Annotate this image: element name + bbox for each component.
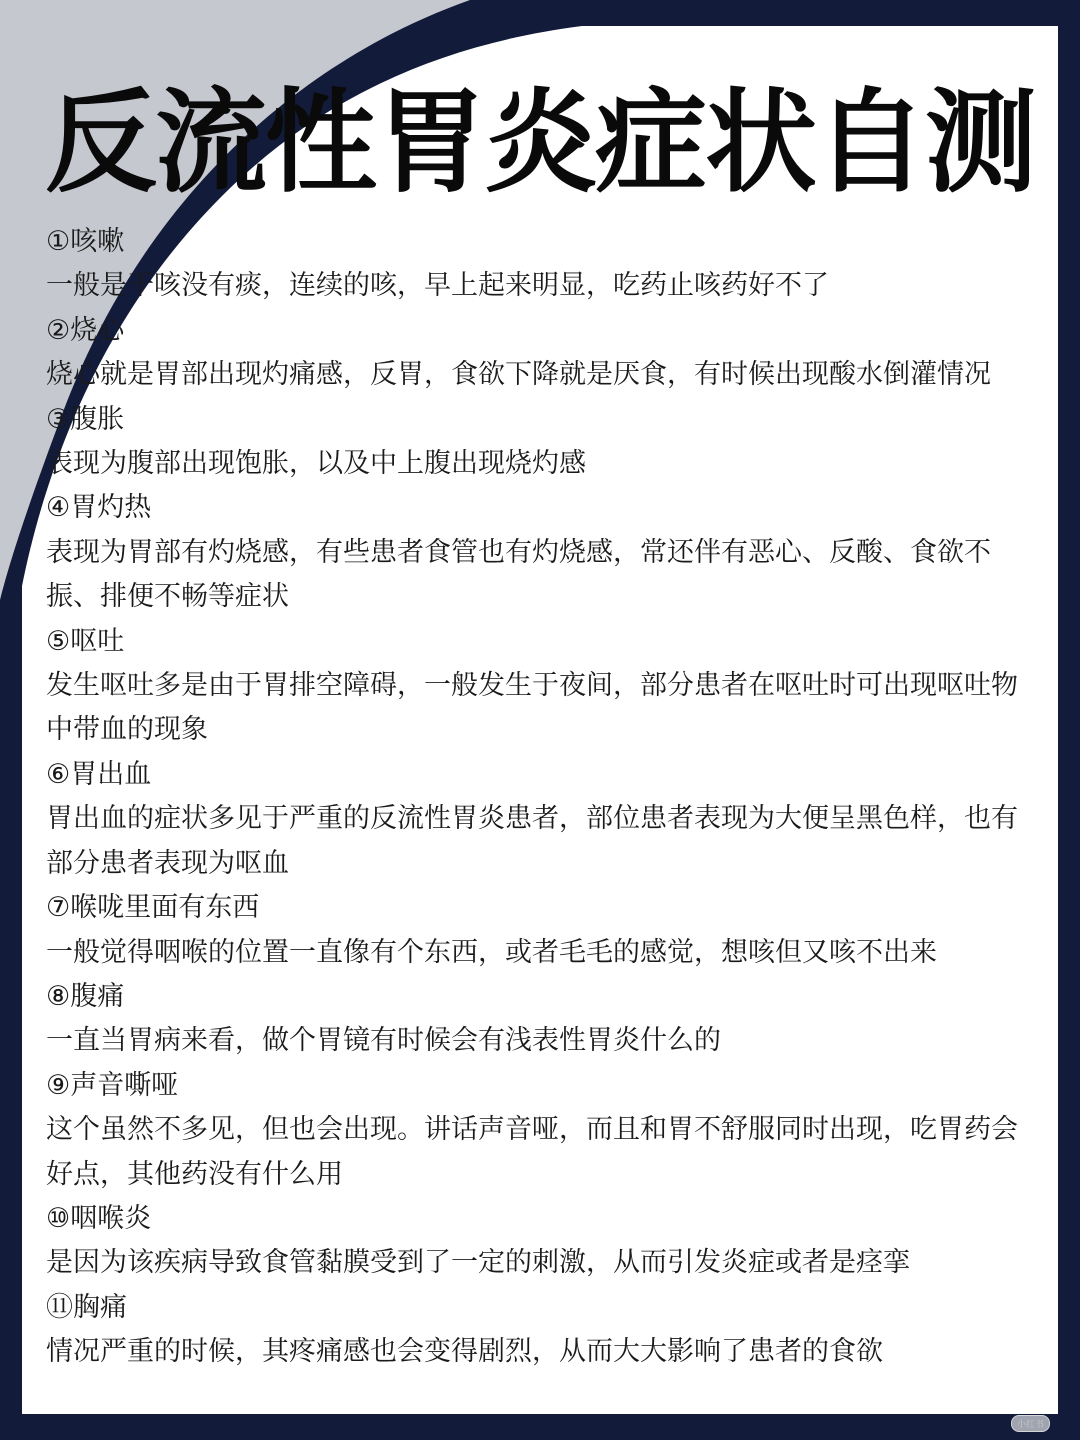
symptom-heading: ⑨声音嘶哑 — [46, 1069, 179, 1101]
symptom-description: 一直当胃病来看，做个胃镜有时候会有浅表性胃炎什么的 — [46, 1025, 721, 1057]
symptom-description: 一般觉得咽喉的位置一直像有个东西，或者毛毛的感觉，想咳但又咳不出来 — [46, 936, 937, 968]
symptom-description: 表现为胃部有灼烧感，有些患者食管也有灼烧感，常还伴有恶心、反酸、食欲不振、排便不畅等症状 — [46, 536, 991, 613]
symptom-item — [46, 1286, 1036, 1375]
symptom-item — [46, 975, 1036, 1064]
symptom-description: 表现为腹部出现饱胀，以及中上腹出现烧灼感 — [46, 448, 586, 480]
symptom-description: 这个虽然不多见，但也会出现。讲话声音哑，而且和胃不舒服同时出现，吃胃药会好点，其他药没有什么用 — [46, 1114, 1018, 1190]
page-title: 反流性胃炎症状自测 — [45, 78, 1035, 208]
symptom-item — [46, 220, 1036, 309]
symptom-heading: ⑪胸痛 — [46, 1291, 127, 1323]
symptom-heading: ⑩咽喉炎 — [46, 1202, 152, 1234]
symptom-heading: ⑧腹痛 — [46, 980, 125, 1012]
symptom-list — [46, 220, 1036, 1375]
symptom-heading: ⑥胃出血 — [46, 758, 152, 790]
symptom-item — [46, 1064, 1036, 1197]
symptom-item — [46, 309, 1036, 398]
symptom-item — [46, 753, 1036, 886]
symptom-heading: ②烧心 — [46, 314, 125, 346]
symptom-description: 一般是干咳没有痰，连续的咳，早上起来明显，吃药止咳药好不了 — [46, 270, 829, 302]
symptom-description: 发生呕吐多是由于胃排空障碍，一般发生于夜间，部分患者在呕吐时可出现呕吐物中带血的现象 — [46, 670, 1018, 746]
symptom-item — [46, 398, 1036, 487]
symptom-description: 胃出血的症状多见于严重的反流性胃炎患者，部位患者表现为大便呈黑色样，也有部分患者表现为呕血 — [46, 803, 1018, 879]
symptom-heading: ④胃灼热 — [46, 492, 152, 524]
symptom-item — [46, 620, 1036, 753]
symptom-description: 情况严重的时候，其疼痛感也会变得剧烈，从而大大影响了患者的食欲 — [46, 1336, 883, 1368]
symptom-heading: ⑤呕吐 — [46, 625, 125, 657]
symptom-item — [46, 486, 1036, 619]
symptom-description: 是因为该疾病导致食管黏膜受到了一定的刺激，从而引发炎症或者是痉挛 — [46, 1247, 910, 1279]
watermark: 小红书 — [1011, 1415, 1050, 1432]
symptom-heading: ③腹胀 — [46, 403, 125, 435]
symptom-item — [46, 1197, 1036, 1286]
symptom-heading: ①咳嗽 — [46, 226, 125, 257]
symptom-item — [46, 886, 1036, 975]
symptom-description: 烧心就是胃部出现灼痛感，反胃，食欲下降就是厌食，有时候出现酸水倒灌情况 — [46, 359, 991, 391]
symptom-heading: ⑦喉咙里面有东西 — [46, 892, 260, 924]
